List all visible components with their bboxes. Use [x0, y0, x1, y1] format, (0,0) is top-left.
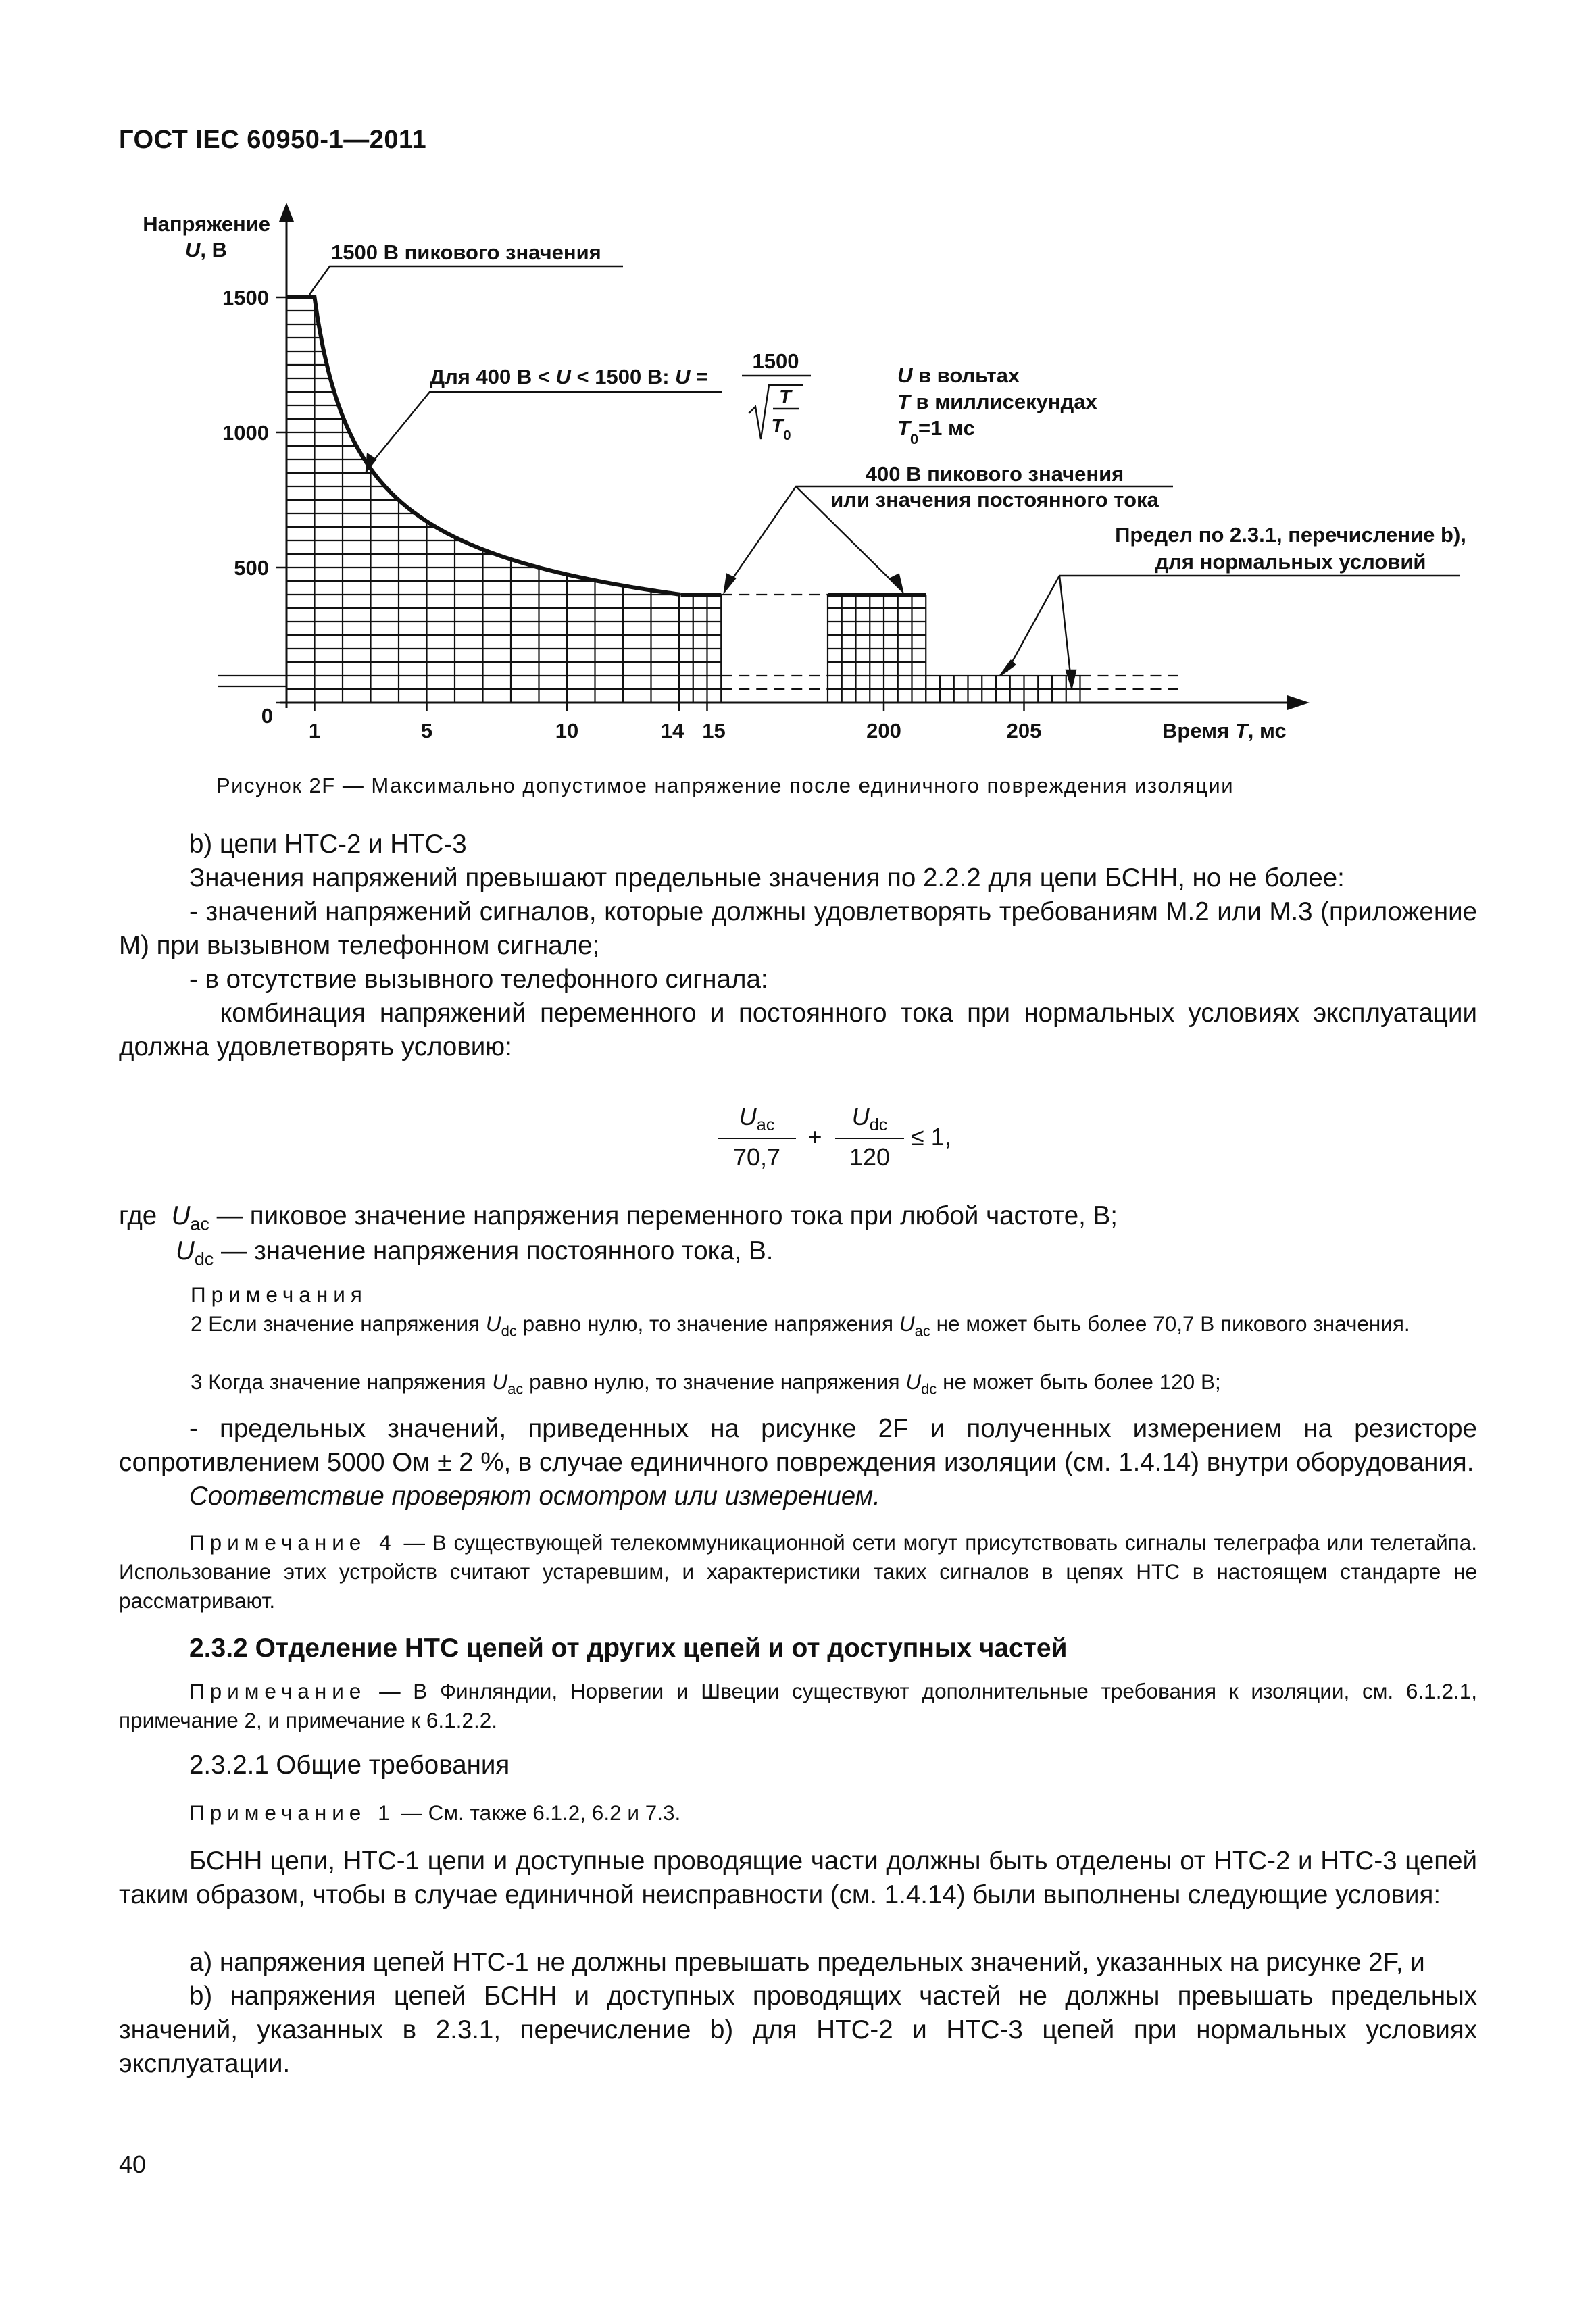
x-tick-label: 14	[660, 719, 684, 743]
x-axis-arrow	[1287, 695, 1310, 710]
para-no-ring: - в отсутствие вызывного телефонного сигнала:	[189, 965, 768, 994]
note-see-also: Примечание 1 — См. также 6.1.2, 6.2 и 7.3.	[189, 1801, 681, 1825]
annotation-400v-2: или значения постоянного тока	[830, 488, 1159, 511]
x-tick-label: 205	[1006, 719, 1042, 743]
x-tick-label: 1	[308, 719, 321, 743]
y-axis-label: Напряжение	[143, 212, 270, 236]
note-2: 2 Если значение напряжения $U_{dc}$ равно нулю, то значение напряжения $U_{ac}$ не может быть более 70,7 В пикового значения.	[191, 1311, 1410, 1340]
para-separation: БСНН цепи, НТС-1 цепи и доступные проводящие части должны быть отделены от НТС-2 и НТС-3 цепей таким образом, чтобы в случае единичной неисправности (см. 1.4.14) были выполнены следующие условия:	[119, 1846, 1477, 1909]
annotation-arrowhead	[1000, 661, 1015, 676]
para-b-circuits: b) цепи НТС-2 и НТС-3	[189, 830, 467, 859]
y-axis-arrow	[279, 203, 294, 222]
annotation-limit-1: Предел по 2.3.1, перечисление b),	[1115, 523, 1466, 547]
para-b: b) напряжения цепей БСНН и доступных проводящих частей не должны превышать предельных значений, указанных в 2.3.1, перечисление b) для НТС-2 и НТС-3 цепей при нормальных условиях эксплуатации.	[119, 1982, 1477, 2078]
notes-heading: Примечания	[191, 1282, 368, 1307]
legend-units-t: T в миллисекундах	[897, 390, 1097, 413]
chart-labels	[143, 212, 1466, 743]
annotation-arrowhead	[724, 574, 735, 592]
note-4: Примечание 4 — В существующей телекоммуникационной сети могут присутствовать сигналы телеграфа или телетайпа. Использование этих устройств считают устаревшим, и характеристики таких сигналов в цепях НТС в настоящем стандарте не рассматривают.	[119, 1530, 1477, 1613]
annotation-arrowhead	[891, 574, 903, 592]
chart-curve	[286, 297, 926, 595]
note-nordic: Примечание — В Финляндии, Норвегии и Швеции существуют дополнительные требования к изоляции, см. 6.1.2.1, примечание 2, и примечание к 6.1.2.2.	[119, 1679, 1477, 1732]
where-udc: $U_{dc}$ — значение напряжения постоянного тока, В.	[176, 1236, 774, 1269]
x-tick-label: 15	[702, 719, 726, 743]
x-tick-label: 10	[555, 719, 579, 743]
annotation-limit-leader-1	[1007, 576, 1460, 672]
document-header: ГОСТ IEC 60950-1—2011	[119, 126, 427, 154]
formula-T: T	[779, 386, 791, 408]
para-signal-values: - значений напряжений сигналов, которые должны удовлетворять требованиям М.2 или М.3 (приложение М) при вызывном телефонном сигнале;	[119, 897, 1477, 960]
para-combination: комбинация напряжений переменного и постоянного тока при нормальных условиях эксплуатации должна удовлетворять условию:	[119, 999, 1477, 1061]
y-tick-label: 1000	[222, 421, 269, 445]
y-tick-label: 0	[261, 704, 273, 728]
fraction-bar	[718, 1138, 796, 1139]
formula-T0: $T_0$	[771, 416, 791, 443]
annotation-peak-1500v: 1500 В пикового значения	[331, 241, 601, 264]
legend-units-u: U в вольтах	[897, 363, 1020, 387]
fraction-bar	[835, 1138, 904, 1139]
annotation-peak-leader	[309, 266, 623, 295]
y-tick-label: 500	[234, 556, 269, 580]
note-3: 3 Когда значение напряжения $U_{ac}$ равно нулю, то значение напряжения $U_{dc}$ не может быть более 120 В;	[191, 1369, 1221, 1398]
figure-2f-chart	[0, 0, 1596, 811]
section-heading: 2.3.2 Отделение НТС цепей от других цепей и от доступных частей	[189, 1634, 1068, 1663]
annotation-formula-leader	[366, 392, 722, 470]
figure-caption: Рисунок 2F — Максимально допустимое напряжение после единичного повреждения изоляции	[216, 774, 1235, 797]
para-compliance: Соответствие проверяют осмотром или измерением.	[189, 1482, 880, 1511]
x-tick-label: 200	[866, 719, 901, 743]
document-page: ГОСТ IEC 60950-1—2011 Напряжение U, В 1500 1000 500 0 1 5 10 14 15 200 205 Время T, мс 1500 В пикового значения Для 400 В < U < 1500 В: U = 1500 T $T_0$ U в вольтах T в миллисекундах $T_0=1$ мс 400 В пикового значения или значения постоянного тока Предел по 2.3.1, перечисление b), для нормальных условий Рисунок 2F — Максимально допустимое напряжение после единичного повреждения изоляции b) цепи НТС-2 и НТС-3 Значения напряжений превышают предельные значения по 2.2.2 для цепи БСНН, но не более: - значений напряжений сигналов, которые должны удовлетворять требованиям М.2 или М.3 (приложение М) при вызывном телефонном сигнале; - в отсутствие вызывного телефонного сигнала: комбинация напряжений переменного и постоянного тока при нормальных условиях эксплуатации должна удовлетворять условию: $U_{ac}$ 70,7 + $U_{dc}$ 120 ≤ 1, где $U_{ac}$ — пиковое значение напряжения переменного тока при любой частоте, В; $U_{dc}$ — значение напряжения постоянного тока, В. Примечания 2 Если значение напряжения $U_{dc}$ равно нулю, то значение напряжения $U_{ac}$ не может быть более 70,7 В пикового значения. 3 Когда значение напряжения $U_{ac}$ равно нулю, то значение напряжения $U_{dc}$ не может быть более 120 В; - предельных значений, приведенных на рисунке 2F и полученных измерением на резисторе сопротивлением 5000 Ом ± 2 %, в случае единичного повреждения изоляции (см. 1.4.14) внутри оборудования. Соответствие проверяют осмотром или измерением. Примечание 4 — В существующей телекоммуникационной сети могут присутствовать сигналы телеграфа или телетайпа. Использование этих устройств считают устаревшим, и характеристики таких сигналов в цепях НТС в настоящем стандарте не рассматривают. 2.3.2 Отделение НТС цепей от других цепей и от доступных частей Примечание — В Финляндии, Норвегии и Швеции существуют дополнительные требования к изоляции, см. 6.1.2.1, примечание 2, и примечание к 6.1.2.2. 2.3.2.1 Общие требования Примечание 1 — См. также 6.1.2, 6.2 и 7.3. БСНН цепи, НТС-1 цепи и доступные проводящие части должны быть отделены от НТС-2 и НТС-3 цепей таким образом, чтобы в случае единичной неисправности (см. 1.4.14) были выполнены следующие условия: а) напряжения цепей НТС-1 не должны превышать предельных значений, указанных на рисунке 2F, и b) напряжения цепей БСНН и доступных проводящих частей не должны превышать предельных значений, указанных в 2.3.1, перечисление b) для НТС-2 и НТС-3 цепей при нормальных условиях эксплуатации. 40	[0, 0, 1596, 2314]
page-number: 40	[119, 2150, 147, 2178]
annotation-formula: Для 400 В < U < 1500 В: U =	[430, 365, 709, 388]
annotation-400v-1: 400 В пикового значения	[865, 462, 1124, 486]
para-limits: - предельных значений, приведенных на рисунке 2F и полученных измерением на резисторе сопротивлением 5000 Ом ± 2 %, в случае единичного повреждения изоляции (см. 1.4.14) внутри оборудования.	[119, 1414, 1477, 1477]
annotation-limit-2: для нормальных условий	[1155, 550, 1426, 574]
y-tick-label: 1500	[222, 286, 269, 309]
where-uac: где $U_{ac}$ — пиковое значение напряжения переменного тока при любой частоте, В;	[119, 1201, 1118, 1234]
y-axis-label-unit: U, В	[184, 238, 227, 261]
x-axis-label: Время T, мс	[1162, 719, 1287, 743]
x-tick-label: 5	[420, 719, 433, 743]
annotation-arrowhead	[1066, 670, 1076, 688]
para-a: а) напряжения цепей НТС-1 не должны превышать предельных значений, указанных на рисунке 2F, и	[189, 1948, 1425, 1977]
para-values: Значения напряжений превышают предельные значения по 2.2.2 для цепи БСНН, но не более:	[189, 863, 1345, 892]
legend-units-t0: $T_0=1$ мс	[897, 416, 975, 447]
formula-numerator: 1500	[752, 349, 799, 373]
subsection-heading: 2.3.2.1 Общие требования	[189, 1751, 510, 1780]
